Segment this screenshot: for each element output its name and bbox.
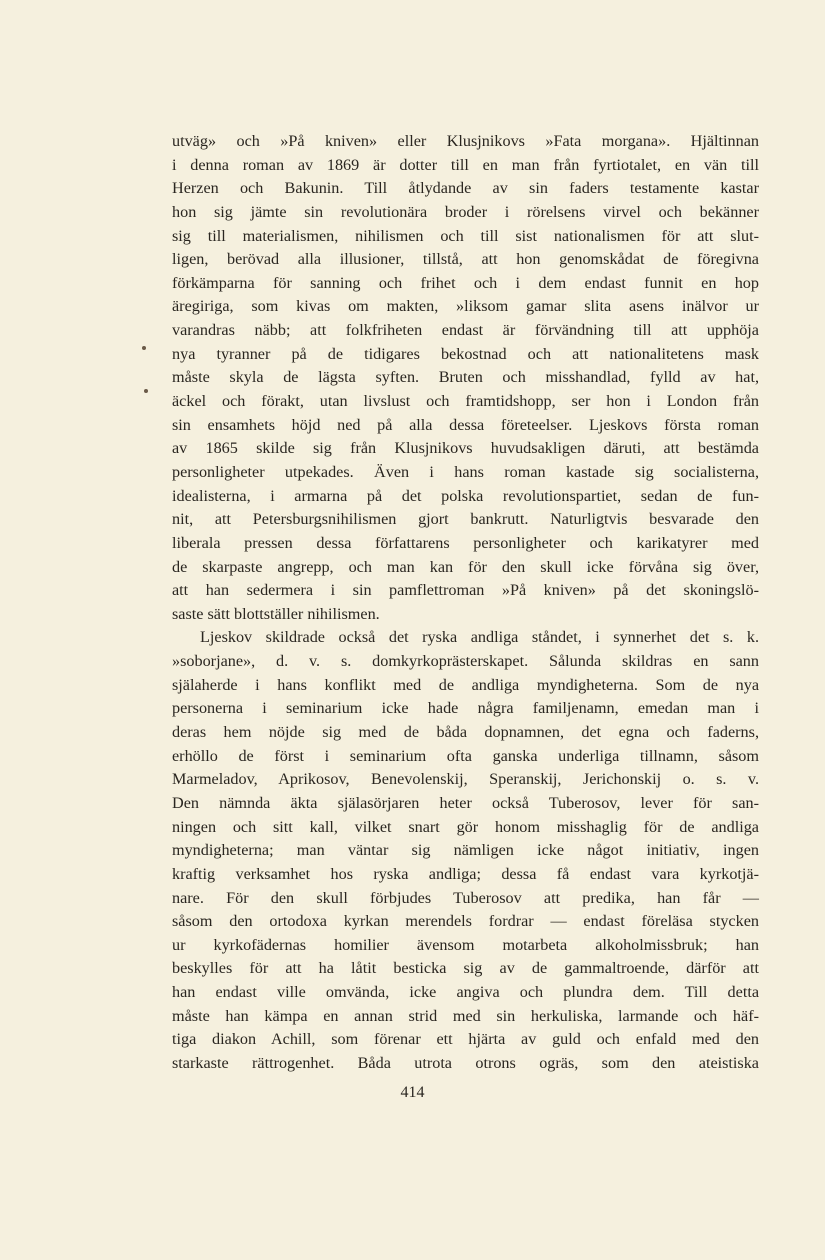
text-line: Ljeskov skildrade också det ryska andliga ståndet, i synnerhet det s. k. — [200, 628, 759, 647]
text-line: saste sätt blottställer nihilismen. — [172, 604, 380, 623]
text-line: idealisterna, i armarna på det polska revolutionspartiet, sedan de fun- — [172, 486, 759, 505]
text-line: kraftig verksamhet hos ryska andliga; dessa få endast vara kyrkotjä- — [172, 864, 759, 883]
text-line: nya tyranner på de tidigares bekostnad och att nationalitetens mask — [172, 344, 759, 363]
text-line: Marmeladov, Aprikosov, Benevolenskij, Speranskij, Jerichonskij o. s. v. — [172, 770, 759, 789]
text-line: ningen och sitt kall, vilket snart gör honom misshaglig för de andliga — [172, 817, 759, 836]
text-line: de skarpaste angrepp, och man kan för den skull icke förvåna sig över, — [172, 557, 759, 576]
text-line: nare. För den skull förbjudes Tuberosov att predika, han får — — [172, 888, 759, 907]
text-line: »soborjane», d. v. s. domkyrkoprästerskapet. Sålunda skildras en sann — [172, 652, 759, 671]
text-line: Herzen och Bakunin. Till åtlydande av sin faders testamente kastar — [172, 179, 759, 198]
text-line: måste skyla de lägsta syften. Bruten och misshandlad, fylld av hat, — [172, 368, 759, 387]
body-text — [172, 130, 759, 1076]
text-line: äregiriga, som kivas om makten, »liksom gamar slita asens inälvor ur — [172, 297, 759, 316]
text-line: tiga diakon Achill, som förenar ett hjärta av guld och enfald med den — [172, 1030, 759, 1049]
text-line: förkämparna för sanning och frihet och i dem endast funnit en hop — [172, 273, 759, 292]
text-line: beskylles för att ha låtit besticka sig av de gammaltroende, därför att — [172, 959, 759, 978]
text-line: liberala pressen dessa författarens personligheter och karikatyrer med — [172, 533, 759, 552]
text-line: ur kyrkofädernas homilier ävensom motarbeta alkoholmissbruk; han — [172, 935, 759, 954]
text-line: i denna roman av 1869 är dotter till en man från fyrtiotalet, en vän till — [172, 155, 759, 174]
margin-speck — [142, 346, 146, 350]
text-line: sig till materialismen, nihilismen och till sist nationalismen för att slut- — [172, 226, 759, 245]
text-line: av 1865 skilde sig från Klusjnikovs huvudsakligen däruti, att bestämda — [172, 439, 759, 458]
text-line: utväg» och »På kniven» eller Klusjnikovs »Fata morgana». Hjältinnan — [172, 132, 759, 150]
page-number: 414 — [400, 1084, 425, 1101]
text-line: att han sedermera i sin pamflettroman »På kniven» på det skoningslö- — [172, 581, 759, 600]
text-line: såsom den ortodoxa kyrkan merendels fordrar — endast föreläsa stycken — [172, 912, 759, 931]
text-line: ligen, berövad alla illusioner, tillstå, att hon genomskådat de föregivna — [172, 250, 759, 269]
text-line: deras hem nöjde sig med de båda dopnamnen, det egna och faderns, — [172, 723, 759, 742]
text-line: personerna i seminarium icke hade några familjenamn, emedan man i — [172, 699, 759, 718]
text-line: själaherde i hans konflikt med de andliga myndigheterna. Som de nya — [172, 675, 759, 694]
text-line: äckel och förakt, utan livslust och framtidshopp, ser hon i London från — [172, 392, 759, 411]
text-line: Den nämnda äkta själasörjaren heter också Tuberosov, lever för san- — [172, 793, 759, 812]
text-line: erhöllo de först i seminarium ofta ganska underliga tillnamn, såsom — [172, 746, 759, 765]
text-line: varandras näbb; att folkfriheten endast är förvändning till att upphöja — [172, 321, 759, 340]
text-line: måste han kämpa en annan strid med sin herkuliska, larmande och häf- — [172, 1006, 759, 1025]
text-line: hon sig jämte sin revolutionära broder i rörelsens virvel och bekänner — [172, 202, 759, 221]
text-line: han endast ville omvända, icke angiva och plundra dem. Till detta — [172, 983, 759, 1002]
text-line: myndigheterna; man väntar sig nämligen icke något initiativ, ingen — [172, 841, 759, 860]
text-line: nit, att Petersburgsnihilismen gjort bankrutt. Naturligtvis besvarade den — [172, 510, 759, 529]
margin-speck — [144, 389, 148, 393]
text-line: starkaste rättrogenhet. Båda utrota otrons ogräs, som den ateistiska — [172, 1053, 759, 1072]
text-line: personligheter utpekades. Även i hans roman kastade sig socialisterna, — [172, 462, 759, 481]
text-line: sin ensamhets höjd ned på alla dessa företeelser. Ljeskovs första roman — [172, 415, 759, 434]
